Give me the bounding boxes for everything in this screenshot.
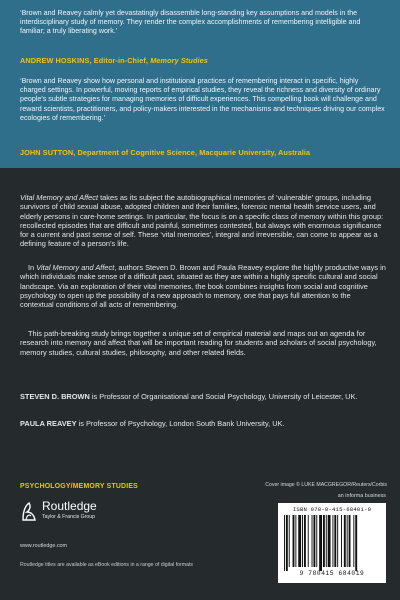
publisher-website: www.routledge.com [20, 543, 68, 549]
author-bio-text: is Professor of Organisational and Social Psychology, University of Leicester, UK. [89, 392, 358, 401]
book-title: Vital Memory and Affect [20, 193, 99, 202]
routledge-logo-icon [20, 500, 38, 522]
endorser-publication: Memory Studies [150, 56, 208, 65]
endorsement-quote-1: ‘Brown and Reavey calmly yet devastatingly disassemble long-standing key assumptions and models in the interdisciplinary study of memory. They render the complex accomplishments of remembering intelligible and familiar; a truly liberating work.’ [20, 9, 361, 36]
author-bio-text: is Professor of Psychology, London South Bank University, UK. [76, 419, 285, 428]
subject-category: PSYCHOLOGY/MEMORY STUDIES [20, 483, 138, 490]
author-bio-2 [20, 419, 386, 428]
paragraph-prefix: In [28, 263, 37, 272]
publisher-tagline: Taylor & Francis Group [42, 514, 96, 520]
description-paragraph-1 [20, 193, 386, 249]
barcode-digits: 9 780415 684019 [299, 570, 365, 577]
isbn-label: ISBN 978-0-415-68401-9 [292, 506, 372, 513]
isbn-barcode-box [278, 503, 386, 583]
paragraph-text: , authors Steven D. Brown and Paula Reavey explore the highly productive ways in which individuals make sense of a difficult past, situated as they are within a highly specific cultural and social landscape. Via an exploration of their vital memories, the book combines insights from social and cognitive psychology to open up the possibility of a new approach to memory, one that pays full attention to the contextual conditions of all acts of remembering. [20, 263, 386, 310]
endorser-role: , Editor-in-Chief, [89, 56, 151, 65]
paragraph-text: takes as its subject the autobiographical memories of ‘vulnerable’ groups, including survivors of child sexual abuse, adopted children and their families, forensic mental health service users, and elderly persons in care-home settings. In particular, the focus is on a specific class of memory within this group: recollected episodes that are difficult and painful, sometimes contested, but always with enormous significance for a current and past sense of self. These ‘vital memories’, integral and irreversible, can come to appear as a defining feature of a person’s life. [20, 193, 384, 249]
endorser-role: , Department of Cognitive Science, Macquarie University, Australia [73, 148, 311, 157]
endorser-name: ANDREW HOSKINS [20, 56, 90, 65]
informa-note: an informa business [337, 493, 386, 499]
author-name: STEVEN D. BROWN [20, 392, 90, 401]
endorsement-quote-2: ‘Brown and Reavey show how personal and institutional practices of remembering interact in specific, highly charged settings. In powerful, moving reports of empirical studies, they reveal the richness and diversity of ordinary people’s subtle strategies for managing memories of difficult experiences. This compelling book will challenge and reward scientists, practitioners, and policy-makers interested in the mechanisms and techniques driving our complex ecologies of remembering.’ [20, 77, 385, 122]
paragraph-text: This path-breaking study brings together a unique set of empirical material and maps out an agenda for research into memory and affect that will be important reading for students and scholars of social psychology, memory studies, cultural studies, philosophy, and other related fields. [20, 329, 377, 357]
book-title: Vital Memory and Affect [36, 263, 115, 272]
endorsement-attribution-2 [20, 148, 385, 157]
endorsement-attribution-1 [20, 56, 385, 65]
endorser-name: JOHN SUTTON [20, 148, 74, 157]
description-paragraph-3 [20, 329, 386, 357]
publisher-logo [20, 498, 140, 528]
cover-credit: Cover image © LUKE MACGREGOR/Reuters/Corbis [265, 482, 387, 488]
author-name: PAULA REAVEY [20, 419, 77, 428]
ebook-note: Routledge titles are available as eBook editions in a range of digital formats [20, 562, 194, 568]
publisher-name: Routledge [42, 499, 97, 513]
author-bio-1 [20, 392, 386, 401]
description-paragraph-2 [20, 263, 386, 309]
barcode-icon [282, 515, 382, 571]
